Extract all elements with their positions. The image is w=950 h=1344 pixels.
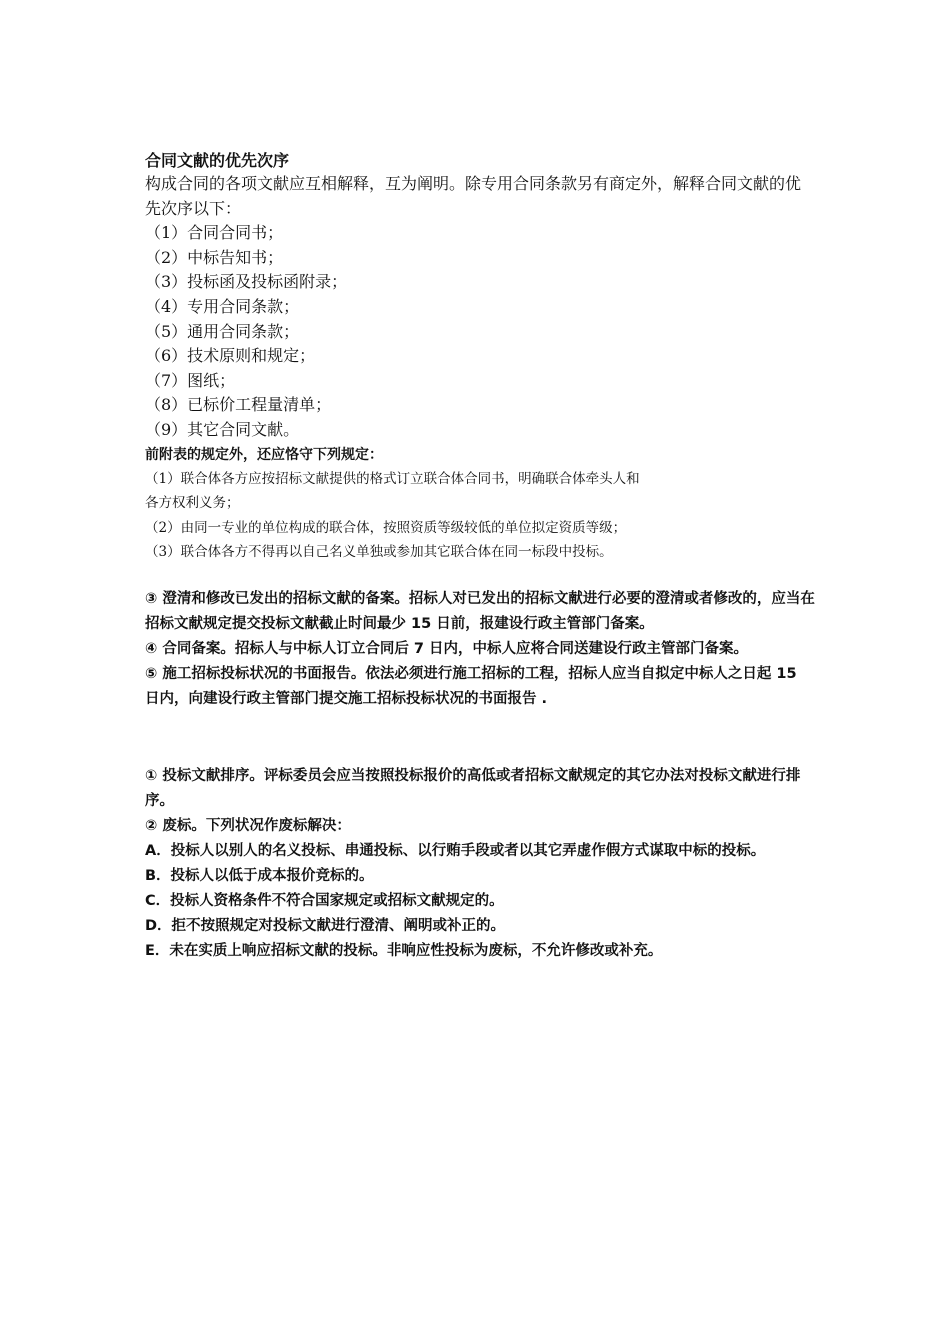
list-item: （3）投标函及投标函附录； [145,272,348,292]
paragraph: ④ 合同备案。招标人与中标人订立合同后 7 日内，中标人应将合同送建设行政主管部门备案。 [145,640,749,657]
paragraph: ① 投标文献排序。评标委员会应当按照投标报价的高低或者招标文献规定的其它办法对投标文献进行排序。 [145,767,801,809]
paragraph: A．投标人以别人的名义投标、串通投标、以行贿手段或者以其它弄虚作假方式谋取中标的投标。 [145,842,766,859]
list-item: （7）图纸； [145,370,236,390]
list-item: （1）合同合同书； [145,223,284,243]
paragraph: B．投标人以低于成本报价竞标的。 [145,867,374,884]
paragraph: C．投标人资格条件不符合国家规定或招标文献规定的。 [145,892,504,909]
spacer [145,712,815,764]
priority-list [145,221,815,442]
paragraph: E．未在实质上响应招标文献的投标。非响应性投标为废标，不允许修改或补充。 [145,942,663,959]
list-item: （2）由同一专业的单位构成的联合体，按照资质等级较低的单位拟定资质等级； [145,519,627,536]
document-page [145,150,815,964]
paragraph: ③ 澄清和修改已发出的招标文献的备案。招标人对已发出的招标文献进行必要的澄清或者修改的，应当在招标文献规定提交投标文献截止时间最少 15 日前，报建设行政主管部门备案。 [145,590,815,632]
list-item: （4）专用合同条款； [145,296,300,316]
paragraph: D．拒不按照规定对投标文献进行澄清、阐明或补正的。 [145,917,506,934]
list-item: 各方权利义务； [145,495,240,512]
joint-venture-list [145,467,815,565]
list-item: （5）通用合同条款； [145,321,300,341]
filing-section [145,587,815,712]
paragraph: ② 废标。下列状况作废标解决： [145,817,351,834]
evaluation-section [145,764,815,964]
list-item: （6）技术原则和规定； [145,346,316,366]
list-item: （9）其它合同文献。 [145,419,300,439]
section-intro-paragraph: 构成合同的各项文献应互相解释，互为阐明。除专用合同条款另有商定外，解释合同文献的优先次序以下： [145,174,802,218]
paragraph: ⑤ 施工招标投标状况的书面报告。依法必须进行施工招标的工程，招标人应当自拟定中标人之日起 15 日内，向建设行政主管部门提交施工招标投标状况的书面报告 . [145,665,797,707]
list-item: （2）中标告知书； [145,247,284,267]
section-title-contract-priority: 合同文献的优先次序 [145,151,290,170]
list-item: （1）联合体各方应按招标文献提供的格式订立联合体合同书，明确联合体牵头人和 [145,470,640,487]
section-heading-joint-venture: 前附表的规定外，还应恪守下列规定： [145,446,383,463]
list-item: （8）已标价工程量清单； [145,395,332,415]
spacer [145,565,815,587]
list-item: （3）联合体各方不得再以自己名义单独或参加其它联合体在同一标段中投标。 [145,544,613,561]
